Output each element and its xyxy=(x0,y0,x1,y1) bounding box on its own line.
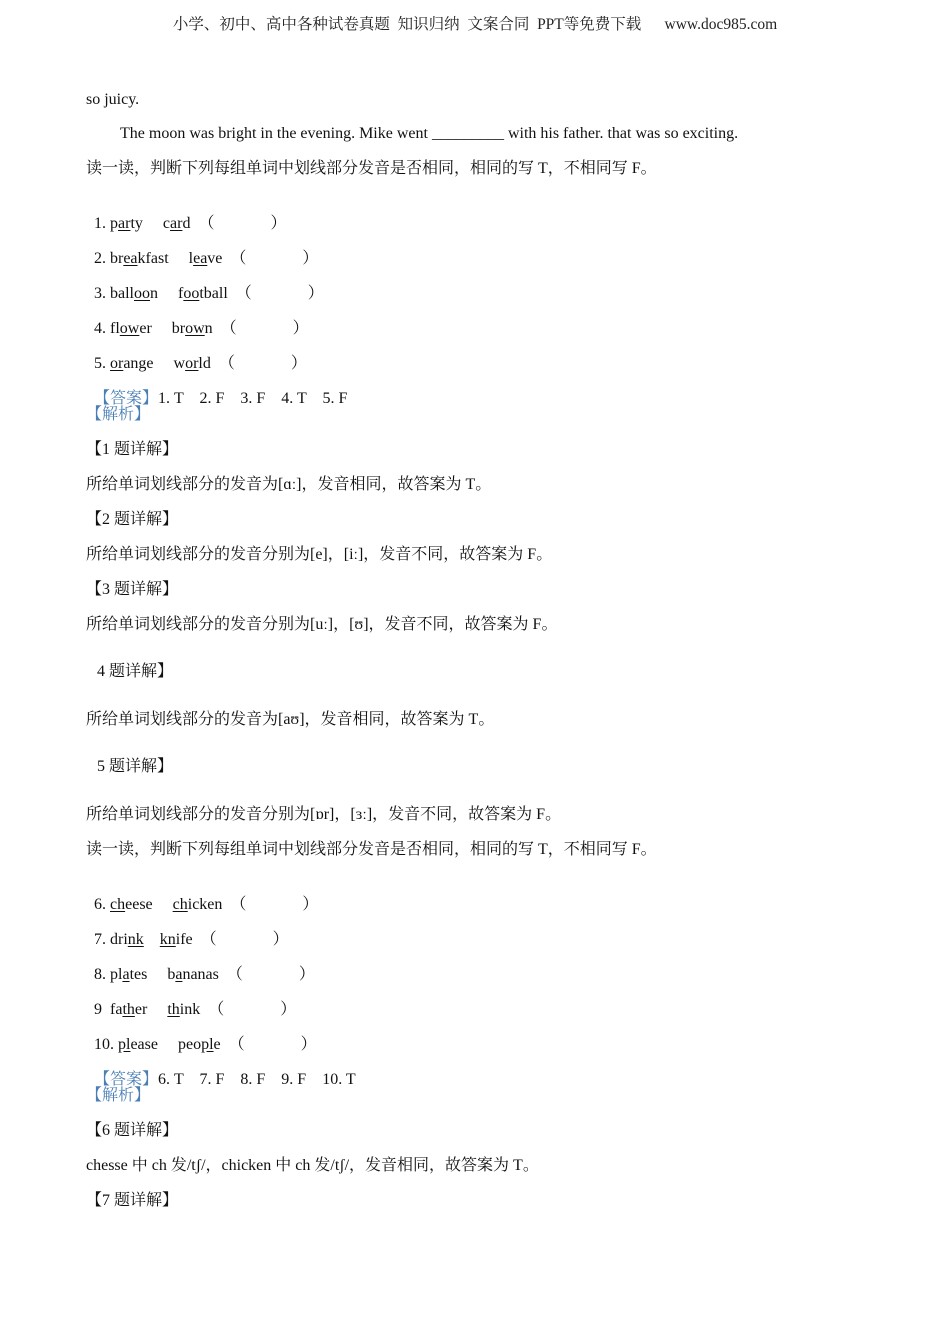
detail-title: 【1 题详解】 xyxy=(86,441,179,458)
analysis-label: 【解析】 xyxy=(86,1087,151,1104)
question-item: 9 father think （ ） xyxy=(94,1001,297,1018)
detail-text: chesse 中 ch 发/tʃ/，chicken 中 ch 发/tʃ/，发音相同，故答案为 T。 xyxy=(86,1157,539,1174)
detail-title: 5 题详解】 xyxy=(97,758,174,775)
detail-text: 所给单词划线部分的发音分别为[e]，[iː]，发音不同，故答案为 F。 xyxy=(86,546,553,563)
detail-text: 所给单词划线部分的发音分别为[uː]，[ʊ]，发音不同，故答案为 F。 xyxy=(86,616,558,633)
answer-bracket[interactable]: （ ） xyxy=(198,215,287,232)
answer-text: 1. T 2. F 3. F 4. T 5. F xyxy=(158,390,348,407)
answer-text: 6. T 7. F 8. F 9. F 10. T xyxy=(158,1071,356,1088)
story-line: The moon was bright in the evening. Mike went _________ with his father. that was so exciting. xyxy=(120,125,739,142)
continuation-text: so juicy. xyxy=(86,91,140,108)
answer-bracket[interactable]: （ ） xyxy=(235,285,324,302)
answer-bracket[interactable]: （ ） xyxy=(218,355,307,372)
section1-instruction: 读一读，判断下列每组单词中划线部分发音是否相同，相同的写 T，不相同写 F。 xyxy=(86,160,657,177)
answer-bracket[interactable]: （ ） xyxy=(228,1036,317,1053)
question-item: 4. flower brown （ ） xyxy=(94,320,309,337)
answer-label: 【答案】 xyxy=(94,390,159,407)
question-item: 8. plates bananas （ ） xyxy=(94,966,315,983)
detail-title: 【2 题详解】 xyxy=(86,511,179,528)
detail-text: 所给单词划线部分的发音为[aʊ]，发音相同，故答案为 T。 xyxy=(86,711,495,728)
answer-line xyxy=(86,369,347,409)
answer-bracket[interactable]: （ ） xyxy=(200,931,289,948)
detail-title: 【6 题详解】 xyxy=(86,1122,179,1139)
question-item: 3. balloon football （ ） xyxy=(94,285,324,302)
section2-instruction: 读一读，判断下列每组单词中划线部分发音是否相同，相同的写 T，不相同写 F。 xyxy=(86,841,657,858)
answer-bracket[interactable]: （ ） xyxy=(220,320,309,337)
detail-title: 【3 题详解】 xyxy=(86,581,179,598)
question-item: 6. cheese chicken （ ） xyxy=(94,896,319,913)
answer-bracket[interactable]: （ ） xyxy=(230,896,319,913)
detail-title: 【7 题详解】 xyxy=(86,1192,179,1209)
answer-bracket[interactable]: （ ） xyxy=(230,250,319,267)
detail-title: 4 题详解】 xyxy=(97,663,174,680)
question-item: 7. drink knife （ ） xyxy=(94,931,289,948)
question-item: 5. orange world （ ） xyxy=(94,355,307,372)
answer-label: 【答案】 xyxy=(94,1071,159,1088)
page-header: 小学、初中、高中各种试卷真题 知识归纳 文案合同 PPT等免费下载 www.doc985.com xyxy=(172,16,778,33)
detail-text: 所给单词划线部分的发音分别为[ɒr]，[ɜː]，发音不同，故答案为 F。 xyxy=(86,806,562,823)
analysis-label: 【解析】 xyxy=(86,406,151,423)
answer-line xyxy=(86,1050,356,1090)
question-item: 1. party card （ ） xyxy=(94,215,287,232)
answer-bracket[interactable]: （ ） xyxy=(208,1001,297,1018)
question-item: 2. breakfast leave （ ） xyxy=(94,250,319,267)
detail-text: 所给单词划线部分的发音为[ɑː]，发音相同，故答案为 T。 xyxy=(86,476,492,493)
question-item: 10. please people （ ） xyxy=(94,1036,317,1053)
answer-bracket[interactable]: （ ） xyxy=(226,966,315,983)
